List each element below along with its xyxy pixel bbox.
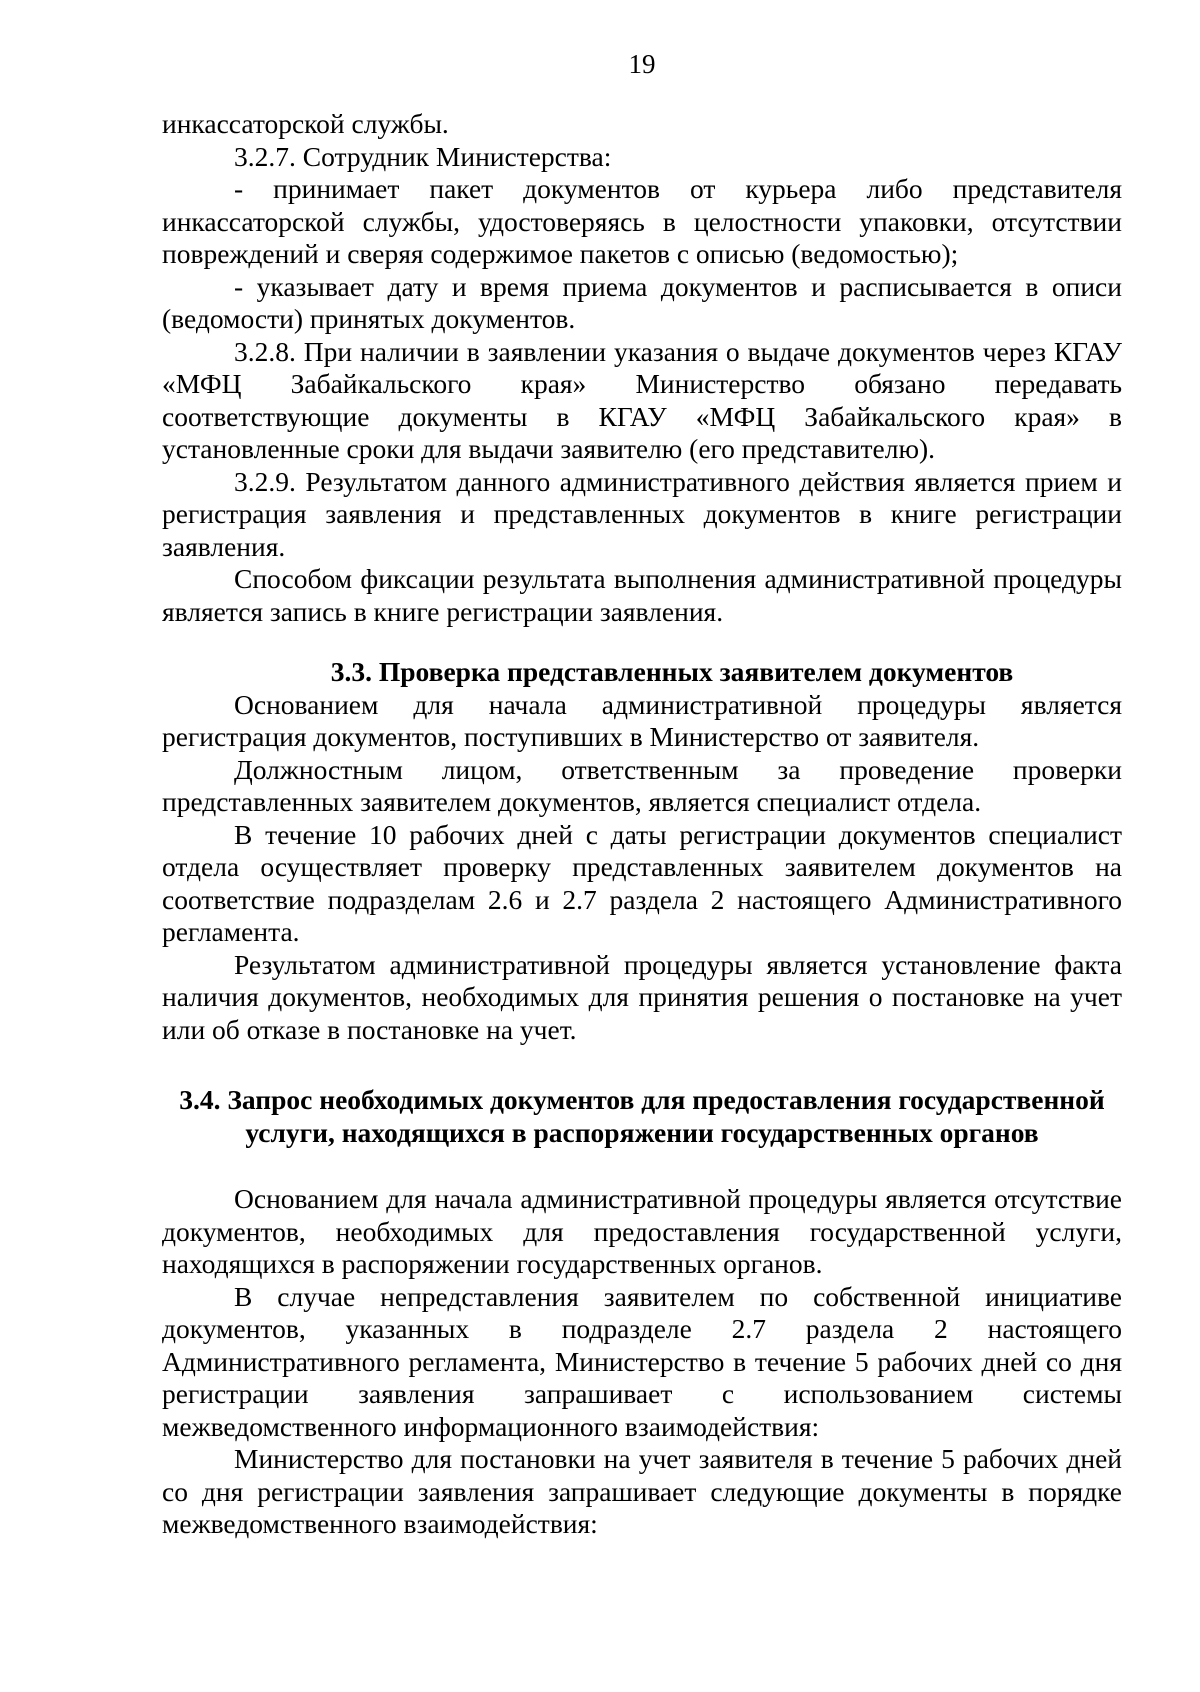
paragraph-3-2-7: 3.2.7. Сотрудник Министерства:: [234, 140, 612, 172]
paragraph-ministry-requests: Министерство для постановки на учет заявителя в течение 5 рабочих дней со дня регистрации заявления запрашивает следующие документы в порядке межведомственного взаимодействия:: [162, 1443, 1122, 1539]
section-heading-3-4: 3.4. Запрос необходимых документов для предоставления государственной услуги, находящихся в распоряжении государственных органов: [179, 1084, 1105, 1148]
paragraph-result-3-3: Результатом административной процедуры является установление факта наличия документов, необходимых для принятия решения о постановке на учет или об отказе в постановке на учет.: [162, 948, 1122, 1045]
paragraph-basis-3-4: Основанием для начала административной процедуры является отсутствие документов, необходимых для предоставления государственной услуги, находящихся в распоряжении государственных органов.: [162, 1183, 1122, 1279]
section-gap: [162, 1046, 1122, 1084]
list-item-accepts-package: - принимает пакет документов от курьера либо представителя инкассаторской службы, удостоверяясь в целостности упаковки, отсутствии повреждений и сверяя содержимое пакетов с описью (ведомостью);: [162, 173, 1122, 269]
list-item-records-date: - указывает дату и время приема документов и расписывается в описи (ведомости) принятых документов.: [162, 270, 1122, 334]
document-body: [162, 108, 1122, 1541]
paragraph-3-2-9: 3.2.9. Результатом данного административного действия является прием и регистрация заявления и представленных документов в книге регистрации заявления.: [162, 465, 1122, 562]
paragraph-basis-3-3: Основанием для начала административной процедуры является регистрация документов, поступивших в Министерство от заявителя.: [162, 688, 1122, 752]
section-gap: [162, 1149, 1122, 1183]
section-gap: [162, 628, 1122, 656]
paragraph-continuation: инкассаторской службы.: [162, 108, 449, 139]
page-number: 19: [628, 49, 656, 79]
paragraph-non-submission: В случае непредставления заявителем по собственной инициативе документов, указанных в подразделе 2.7 раздела 2 настоящего Административного регламента, Министерство в течение 5 рабочих дней со дня регистрации заявления запрашивает с использованием системы межведомственного информационного взаимодействия:: [162, 1280, 1122, 1442]
paragraph-fixation-method: Способом фиксации результата выполнения административной процедуры является запись в книге регистрации заявления.: [162, 563, 1122, 627]
paragraph-responsible-official: Должностным лицом, ответственным за проведение проверки представленных заявителем документов, является специалист отдела.: [162, 753, 1122, 817]
section-heading-3-3: 3.3. Проверка представленных заявителем документов: [330, 656, 1014, 687]
paragraph-3-2-8: 3.2.8. При наличии в заявлении указания о выдаче документов через КГАУ «МФЦ Забайкальского края» Министерство обязано передавать соответствующие документы в КГАУ «МФЦ Забайкальского края» в установленные сроки для выдачи заявителю (его представителю).: [162, 335, 1122, 464]
paragraph-verification-term: В течение 10 рабочих дней с даты регистрации документов специалист отдела осуществляет проверку представленных заявителем документов на соответствие подразделам 2.6 и 2.7 раздела 2 настоящего Административного регламента.: [162, 818, 1122, 947]
